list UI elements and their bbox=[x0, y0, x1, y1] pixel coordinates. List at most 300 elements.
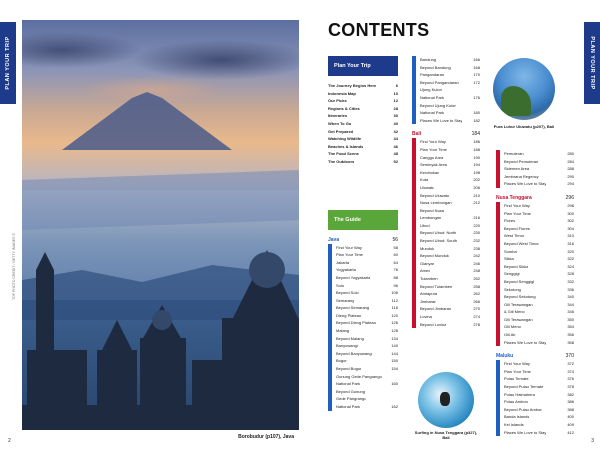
toc-entry-label: Canggu Area bbox=[420, 154, 444, 160]
toc-entry[interactable] bbox=[504, 248, 574, 256]
toc-entry-label: Pemuteran bbox=[504, 151, 524, 156]
toc-entry-label: Kuta bbox=[420, 177, 429, 183]
toc-entry-label: Ujung Kulon bbox=[420, 87, 442, 93]
toc-entry-label: Plan Your Time bbox=[336, 252, 363, 258]
toc-entry-label: Places We Love to Stay bbox=[504, 429, 547, 435]
toc-entry-page: 134 bbox=[391, 335, 398, 341]
toc-entry-page: 6 bbox=[395, 83, 398, 88]
toc-entry-label: Bandung bbox=[420, 57, 437, 62]
toc-entry[interactable] bbox=[336, 365, 398, 373]
toc-entry-label: The Journey Begins Here bbox=[328, 83, 377, 88]
toc-entry-page bbox=[396, 388, 398, 396]
toc-entry-page: 284 bbox=[567, 158, 574, 164]
toc-column-c bbox=[496, 150, 574, 436]
nusa-tenggara-list bbox=[496, 202, 574, 346]
surfing-thumbnail bbox=[418, 372, 474, 428]
toc-entry-label: Beyond Yogyakarta bbox=[336, 274, 371, 280]
toc-entry-label: Lembongan bbox=[420, 215, 442, 221]
toc-entry[interactable] bbox=[420, 245, 480, 253]
toc-entry[interactable] bbox=[504, 421, 574, 429]
toc-entry[interactable] bbox=[420, 207, 480, 215]
toc-entry-label: Gili Terawangan bbox=[504, 301, 533, 307]
toc-entry-label: & Gili Meno bbox=[504, 309, 525, 315]
toc-entry[interactable] bbox=[504, 232, 574, 240]
toc-entry-label: Sidemen Area bbox=[504, 166, 530, 172]
toc-entry[interactable] bbox=[420, 275, 480, 283]
toc-entry[interactable] bbox=[336, 312, 398, 320]
toc-entry-label: Pulau Ambon bbox=[504, 399, 528, 405]
toc-entry[interactable] bbox=[420, 138, 480, 146]
bali-continued-list bbox=[496, 150, 574, 188]
plan-your-trip-banner: Plan Your Trip bbox=[328, 56, 398, 76]
surfing-caption: Surfing in Nusa Tenggara (p327), Bali bbox=[414, 430, 478, 440]
toc-entry[interactable] bbox=[328, 97, 398, 105]
toc-entry-page: 230 bbox=[473, 230, 480, 236]
toc-entry-page: 332 bbox=[567, 278, 574, 284]
toc-entry-page: 274 bbox=[473, 314, 480, 319]
toc-entry-label: Beyond Semarang bbox=[336, 305, 370, 311]
toc-entry[interactable] bbox=[504, 331, 574, 339]
toc-entry-page: 324 bbox=[567, 263, 574, 269]
toc-entry-label: Beyond Sekotong bbox=[504, 294, 536, 300]
toc-entry[interactable] bbox=[420, 260, 480, 268]
toc-entry-label: Beyond Malang bbox=[336, 335, 364, 341]
toc-entry-label: Beyond Nusa bbox=[420, 207, 445, 213]
toc-entry[interactable] bbox=[328, 158, 398, 166]
toc-entry-label: Pulau Ternate bbox=[504, 376, 529, 382]
toc-entry[interactable] bbox=[504, 308, 574, 316]
toc-entry-page: 238 bbox=[473, 245, 480, 251]
toc-entry-label: Bogor bbox=[336, 358, 347, 364]
toc-entry-page: 10 bbox=[393, 90, 398, 96]
toc-entry-label: Uluwatu bbox=[420, 184, 435, 190]
side-tab-right bbox=[584, 22, 600, 104]
toc-entry-page: 162 bbox=[391, 404, 398, 409]
toc-entry-page: 346 bbox=[567, 309, 574, 315]
toc-entry-label: Find Your Way bbox=[336, 244, 362, 250]
toc-entry[interactable] bbox=[328, 128, 398, 136]
toc-entry-label: Plan Your Time bbox=[504, 210, 531, 216]
toc-entry-page: 206 bbox=[473, 184, 480, 190]
toc-entry[interactable] bbox=[504, 339, 574, 347]
toc-entry[interactable] bbox=[328, 120, 398, 128]
toc-entry-label: National Park bbox=[336, 404, 361, 409]
toc-entry-page: 322 bbox=[567, 256, 574, 262]
toc-entry-page: 144 bbox=[391, 350, 398, 356]
toc-entry-page: 30 bbox=[393, 113, 398, 119]
toc-entry-label: The Food Scene bbox=[328, 151, 359, 157]
toc-entry-label: Gede Pangrango bbox=[336, 396, 367, 402]
toc-entry-page: 126 bbox=[391, 320, 398, 326]
toc-entry-label: Get Prepared bbox=[328, 128, 354, 134]
toc-entry-page: 140 bbox=[391, 343, 398, 349]
toc-entry-label: Beyond Bogor bbox=[336, 366, 362, 372]
toc-entry-label: Beaches & Islands bbox=[328, 143, 364, 149]
toc-entry[interactable] bbox=[336, 259, 398, 267]
toc-entry-page: 340 bbox=[567, 294, 574, 300]
toc-entry[interactable] bbox=[504, 316, 574, 324]
toc-entry[interactable] bbox=[336, 266, 398, 274]
toc-column-a bbox=[328, 56, 398, 411]
toc-entry[interactable] bbox=[420, 214, 480, 222]
toc-entry-page: 358 bbox=[567, 339, 574, 345]
toc-entry-page: 372 bbox=[567, 361, 574, 367]
toc-entry-page: 12 bbox=[393, 98, 398, 104]
toc-entry-page: 336 bbox=[567, 286, 574, 292]
right-page bbox=[300, 0, 600, 461]
toc-entry-page: 266 bbox=[473, 298, 480, 304]
toc-entry-page: 40 bbox=[393, 120, 398, 126]
toc-entry-label: National Park bbox=[336, 381, 361, 387]
photo-caption: Borobudur (p107), Java bbox=[238, 434, 294, 440]
toc-entry-label: Amlapura bbox=[420, 291, 438, 297]
toc-entry-label: Flores bbox=[504, 218, 516, 224]
toc-entry[interactable] bbox=[420, 313, 480, 321]
toc-entry-page: 242 bbox=[473, 253, 480, 259]
toc-entry[interactable] bbox=[504, 150, 574, 158]
toc-entry-label: Beyond Pulau Ternate bbox=[504, 384, 544, 390]
toc-entry-page: 168 bbox=[473, 64, 480, 70]
toc-entry[interactable] bbox=[504, 173, 574, 181]
toc-entry[interactable] bbox=[420, 199, 480, 207]
toc-entry-page: 170 bbox=[473, 72, 480, 78]
toc-entry-label: Dieng Plateau bbox=[336, 312, 362, 318]
toc-entry-label: Beyond Ubud: North bbox=[420, 230, 457, 236]
toc-entry[interactable] bbox=[420, 229, 480, 237]
toc-entry-label: Places We Love to Stay bbox=[504, 339, 547, 345]
toc-entry[interactable] bbox=[336, 342, 398, 350]
toc-entry-label: Banyuwangi bbox=[336, 343, 358, 349]
toc-entry[interactable] bbox=[504, 413, 574, 421]
toc-entry[interactable] bbox=[420, 154, 480, 162]
toc-entry[interactable] bbox=[420, 109, 480, 117]
toc-entry-label: Beyond Banyuwangi bbox=[336, 350, 373, 356]
toc-entry[interactable] bbox=[420, 184, 480, 192]
toc-entry-page: 52 bbox=[393, 158, 398, 164]
toc-entry-label: Beyond Pemuteran bbox=[504, 158, 539, 164]
toc-entry-label: Beyond Ujung Kulon bbox=[420, 102, 457, 108]
toc-entry[interactable] bbox=[504, 293, 574, 301]
toc-entry[interactable] bbox=[420, 252, 480, 260]
toc-entry-label: Beyond Flores bbox=[504, 225, 530, 231]
toc-entry-label: Gianyar bbox=[420, 260, 435, 266]
toc-entry[interactable] bbox=[328, 105, 398, 113]
java-list bbox=[328, 244, 398, 411]
toc-entry[interactable] bbox=[504, 429, 574, 437]
toc-entry-page: 280 bbox=[567, 151, 574, 156]
toc-entry[interactable] bbox=[504, 202, 574, 210]
toc-entry-label: Banda Islands bbox=[504, 414, 530, 420]
toc-entry-label: Beyond Gunung bbox=[336, 388, 365, 394]
toc-entry-page: 270 bbox=[473, 306, 480, 312]
toc-entry-page: 42 bbox=[393, 128, 398, 134]
toc-entry-label: Jakarta bbox=[336, 259, 350, 265]
toc-entry[interactable] bbox=[504, 286, 574, 294]
toc-entry-label: Solo bbox=[336, 282, 345, 288]
toc-entry-page: 302 bbox=[567, 218, 574, 224]
toc-entry-page: 328 bbox=[567, 271, 574, 277]
toc-entry-page bbox=[478, 86, 480, 94]
toc-entry[interactable] bbox=[336, 327, 398, 335]
toc-entry-label: Lovina bbox=[420, 314, 432, 319]
toc-entry-page: 400 bbox=[567, 414, 574, 420]
region-nusa-tenggara[interactable]: Nusa Tenggara 296 bbox=[496, 194, 574, 201]
toc-entry-label: National Park bbox=[420, 94, 445, 100]
toc-entry-page: 202 bbox=[473, 177, 480, 183]
toc-entry[interactable] bbox=[420, 267, 480, 275]
toc-entry-page: 150 bbox=[391, 358, 398, 364]
toc-entry[interactable] bbox=[420, 102, 480, 110]
toc-entry-label: Find Your Way bbox=[504, 202, 530, 208]
toc-entry[interactable] bbox=[336, 304, 398, 312]
toc-entry-page: 154 bbox=[391, 366, 398, 372]
toc-entry[interactable] bbox=[420, 64, 480, 72]
toc-entry-label: Regions & Cities bbox=[328, 105, 360, 111]
plan-list bbox=[328, 82, 398, 166]
toc-entry-label: Munduk bbox=[420, 245, 435, 251]
toc-entry[interactable] bbox=[336, 335, 398, 343]
toc-entry-page: 354 bbox=[567, 324, 574, 330]
toc-entry-label: West Timor bbox=[504, 233, 525, 239]
toc-entry[interactable] bbox=[504, 270, 574, 278]
the-guide-banner: The Guide bbox=[328, 210, 398, 230]
side-tab-left bbox=[0, 22, 16, 104]
toc-entry[interactable] bbox=[420, 321, 480, 329]
toc-entry[interactable] bbox=[336, 244, 398, 252]
toc-entry[interactable] bbox=[420, 146, 480, 154]
toc-entry[interactable] bbox=[420, 71, 480, 79]
toc-entry-label: Ubud bbox=[420, 222, 430, 228]
toc-entry-page: 88 bbox=[393, 274, 398, 280]
toc-entry-page: 409 bbox=[567, 422, 574, 427]
toc-entry-label: Kerobokan bbox=[420, 169, 440, 175]
toc-entry-label: Kei Islands bbox=[504, 422, 524, 427]
toc-entry-page: 28 bbox=[393, 105, 398, 111]
toc-entry[interactable] bbox=[420, 192, 480, 200]
toc-entry[interactable] bbox=[504, 240, 574, 248]
region-java[interactable]: Java 56 bbox=[328, 236, 398, 243]
toc-entry-page: 188 bbox=[473, 146, 480, 152]
toc-entry-page: 216 bbox=[473, 215, 480, 221]
toc-entry-page: 350 bbox=[567, 316, 574, 322]
toc-entry[interactable] bbox=[420, 79, 480, 87]
toc-entry-label: When To Go bbox=[328, 120, 352, 126]
toc-entry[interactable] bbox=[504, 301, 574, 309]
toc-entry-label: Sekotong bbox=[504, 286, 521, 292]
toc-entry-label: Senggigi bbox=[504, 271, 520, 277]
toc-entry-page: 290 bbox=[567, 173, 574, 179]
toc-entry[interactable] bbox=[420, 169, 480, 177]
toc-entry-label: Amed bbox=[420, 268, 431, 274]
toc-entry[interactable] bbox=[504, 368, 574, 376]
toc-entry[interactable] bbox=[420, 176, 480, 184]
toc-entry-page: 382 bbox=[567, 391, 574, 397]
uluwatu-thumbnail bbox=[493, 58, 555, 120]
toc-entry[interactable] bbox=[504, 278, 574, 286]
toc-entry-page: 58 bbox=[393, 244, 398, 250]
toc-entry-page: 344 bbox=[567, 301, 574, 307]
toc-entry-page: 182 bbox=[473, 117, 480, 123]
toc-entry[interactable] bbox=[328, 150, 398, 158]
toc-entry-page: 412 bbox=[567, 429, 574, 435]
toc-entry-page: 262 bbox=[473, 291, 480, 297]
page-number-right: 3 bbox=[591, 438, 594, 444]
toc-entry-label: Nusa Lembongan bbox=[420, 200, 452, 206]
toc-entry-page: 376 bbox=[567, 376, 574, 382]
toc-entry-page: 258 bbox=[473, 283, 480, 289]
toc-entry-label: Beyond Solo bbox=[336, 290, 359, 296]
toc-entry[interactable] bbox=[504, 406, 574, 414]
toc-entry[interactable] bbox=[504, 383, 574, 391]
toc-entry-label: Sumba bbox=[504, 248, 517, 254]
toc-entry[interactable] bbox=[420, 305, 480, 313]
toc-entry-page: 378 bbox=[567, 384, 574, 390]
toc-entry[interactable] bbox=[336, 388, 398, 396]
toc-entry-label: Plan Your Time bbox=[420, 146, 447, 152]
toc-entry[interactable] bbox=[420, 298, 480, 306]
toc-entry-label: Jembrana Regency bbox=[504, 173, 539, 179]
uluwatu-caption: Pura Luhur Uluwatu (p207), Bali bbox=[493, 124, 555, 129]
toc-entry[interactable] bbox=[504, 391, 574, 399]
toc-entry-label: Gili Meno bbox=[504, 324, 521, 330]
toc-entry[interactable] bbox=[420, 161, 480, 169]
toc-entry[interactable] bbox=[420, 86, 480, 94]
toc-entry[interactable] bbox=[504, 255, 574, 263]
toc-entry[interactable] bbox=[336, 357, 398, 365]
toc-entry[interactable] bbox=[336, 319, 398, 327]
toc-entry[interactable] bbox=[504, 360, 574, 368]
toc-entry-label: Find Your Way bbox=[504, 361, 530, 367]
toc-entry[interactable] bbox=[504, 225, 574, 233]
toc-entry-page: 194 bbox=[473, 162, 480, 168]
toc-entry[interactable] bbox=[336, 350, 398, 358]
toc-entry[interactable] bbox=[328, 112, 398, 120]
toc-entry[interactable] bbox=[328, 143, 398, 151]
toc-entry[interactable] bbox=[336, 289, 398, 297]
toc-entry[interactable] bbox=[420, 94, 480, 102]
toc-entry-label: Beyond Lovina bbox=[420, 321, 447, 327]
toc-entry-page: 246 bbox=[473, 260, 480, 266]
toc-entry-label: Pulau Halmahera bbox=[504, 391, 535, 397]
toc-entry-page: 252 bbox=[473, 276, 480, 282]
toc-entry-label: Beyond Dieng Plateau bbox=[336, 320, 376, 326]
toc-entry-label: Plan Your Time bbox=[504, 368, 531, 374]
toc-entry[interactable] bbox=[420, 117, 480, 125]
toc-entry[interactable] bbox=[420, 290, 480, 298]
toc-entry-page: 198 bbox=[473, 169, 480, 175]
toc-entry-label: Beyond Pangandaran bbox=[420, 79, 459, 85]
page-number-left: 2 bbox=[8, 438, 11, 444]
toc-entry-label: National Park bbox=[420, 110, 445, 116]
toc-entry[interactable] bbox=[336, 380, 398, 388]
toc-entry-label: Beyond Ubud: South bbox=[420, 238, 457, 244]
toc-entry[interactable] bbox=[420, 56, 480, 64]
toc-entry[interactable] bbox=[336, 274, 398, 282]
toc-entry-page: 288 bbox=[567, 166, 574, 172]
toc-entry-label: Seminyak Area bbox=[420, 162, 447, 168]
toc-entry[interactable] bbox=[336, 282, 398, 290]
toc-entry-label: Places We Love to Stay bbox=[504, 181, 547, 187]
maluku-list bbox=[496, 360, 574, 436]
side-tab-label: PLAN YOUR TRIP bbox=[5, 36, 11, 90]
side-tab-label: PLAN YOUR TRIP bbox=[589, 36, 595, 90]
toc-entry[interactable] bbox=[336, 403, 398, 411]
toc-entry[interactable] bbox=[504, 323, 574, 331]
toc-entry-label: Beyond Sikka bbox=[504, 263, 529, 269]
toc-entry[interactable] bbox=[328, 82, 398, 90]
toc-entry-page bbox=[478, 102, 480, 110]
region-maluku[interactable]: Maluku 370 bbox=[496, 353, 574, 360]
toc-entry[interactable] bbox=[328, 135, 398, 143]
toc-entry-label: Places We Love to Stay bbox=[420, 117, 463, 123]
toc-entry-page: 116 bbox=[391, 305, 398, 311]
toc-entry[interactable] bbox=[504, 217, 574, 225]
toc-entry[interactable] bbox=[336, 251, 398, 259]
toc-entry-label: Our Picks bbox=[328, 98, 347, 104]
region-bali[interactable]: Bali 184 bbox=[412, 131, 480, 138]
toc-entry[interactable] bbox=[504, 158, 574, 166]
toc-entry-label: Yogyakarta bbox=[336, 267, 356, 273]
toc-entry-page: 310 bbox=[567, 233, 574, 239]
toc-entry-label: Watching Wildlife bbox=[328, 136, 362, 142]
toc-entry-page: 374 bbox=[567, 368, 574, 374]
toc-entry-page: 232 bbox=[473, 238, 480, 244]
toc-entry-label: Gunung Gede Pangrango bbox=[336, 373, 382, 379]
toc-column-b bbox=[412, 56, 480, 328]
java-continued-list bbox=[412, 56, 480, 124]
toc-entry-label: Beyond Pulau Ambon bbox=[504, 406, 543, 412]
toc-entry-label: Indonesia Map bbox=[328, 90, 356, 96]
toc-entry-label: Beyond Jimbaran bbox=[420, 306, 452, 312]
toc-entry-label: Beyond Senggigi bbox=[504, 278, 535, 284]
page-title: CONTENTS bbox=[328, 20, 430, 40]
toc-entry-page: 190 bbox=[473, 154, 480, 160]
toc-entry[interactable] bbox=[336, 395, 398, 403]
toc-entry-page: 160 bbox=[391, 381, 398, 387]
toc-entry[interactable] bbox=[504, 263, 574, 271]
toc-entry[interactable] bbox=[328, 90, 398, 98]
toc-entry-page: 64 bbox=[393, 259, 398, 265]
toc-entry[interactable] bbox=[504, 165, 574, 173]
toc-entry-page: 106 bbox=[391, 290, 398, 296]
toc-entry[interactable] bbox=[336, 373, 398, 381]
toc-entry-page: 386 bbox=[567, 399, 574, 405]
toc-entry[interactable] bbox=[420, 283, 480, 291]
toc-entry-page: 298 bbox=[567, 202, 574, 208]
toc-entry-page: 356 bbox=[567, 332, 574, 338]
toc-entry[interactable] bbox=[420, 222, 480, 230]
toc-entry-page: 186 bbox=[473, 139, 480, 145]
toc-entry[interactable] bbox=[420, 237, 480, 245]
toc-entry-page: 212 bbox=[473, 200, 480, 206]
toc-entry-page: 278 bbox=[473, 321, 480, 327]
toc-entry-label: Pangandaran bbox=[420, 72, 445, 78]
toc-entry[interactable] bbox=[504, 375, 574, 383]
toc-entry-page: 176 bbox=[473, 94, 480, 100]
toc-entry-page: 320 bbox=[567, 248, 574, 254]
toc-entry[interactable] bbox=[504, 180, 574, 188]
toc-entry[interactable] bbox=[504, 398, 574, 406]
toc-entry[interactable] bbox=[504, 210, 574, 218]
toc-entry-page: 48 bbox=[393, 151, 398, 157]
toc-entry-page: 180 bbox=[473, 110, 480, 116]
toc-entry-label: Beyond Munduk bbox=[420, 253, 449, 259]
toc-entry[interactable] bbox=[336, 297, 398, 305]
toc-entry-page: 220 bbox=[473, 222, 480, 228]
toc-entry-label: Beyond Tulamben bbox=[420, 283, 453, 289]
toc-entry-label: Itineraries bbox=[328, 113, 348, 119]
toc-entry-page: 304 bbox=[567, 225, 574, 231]
